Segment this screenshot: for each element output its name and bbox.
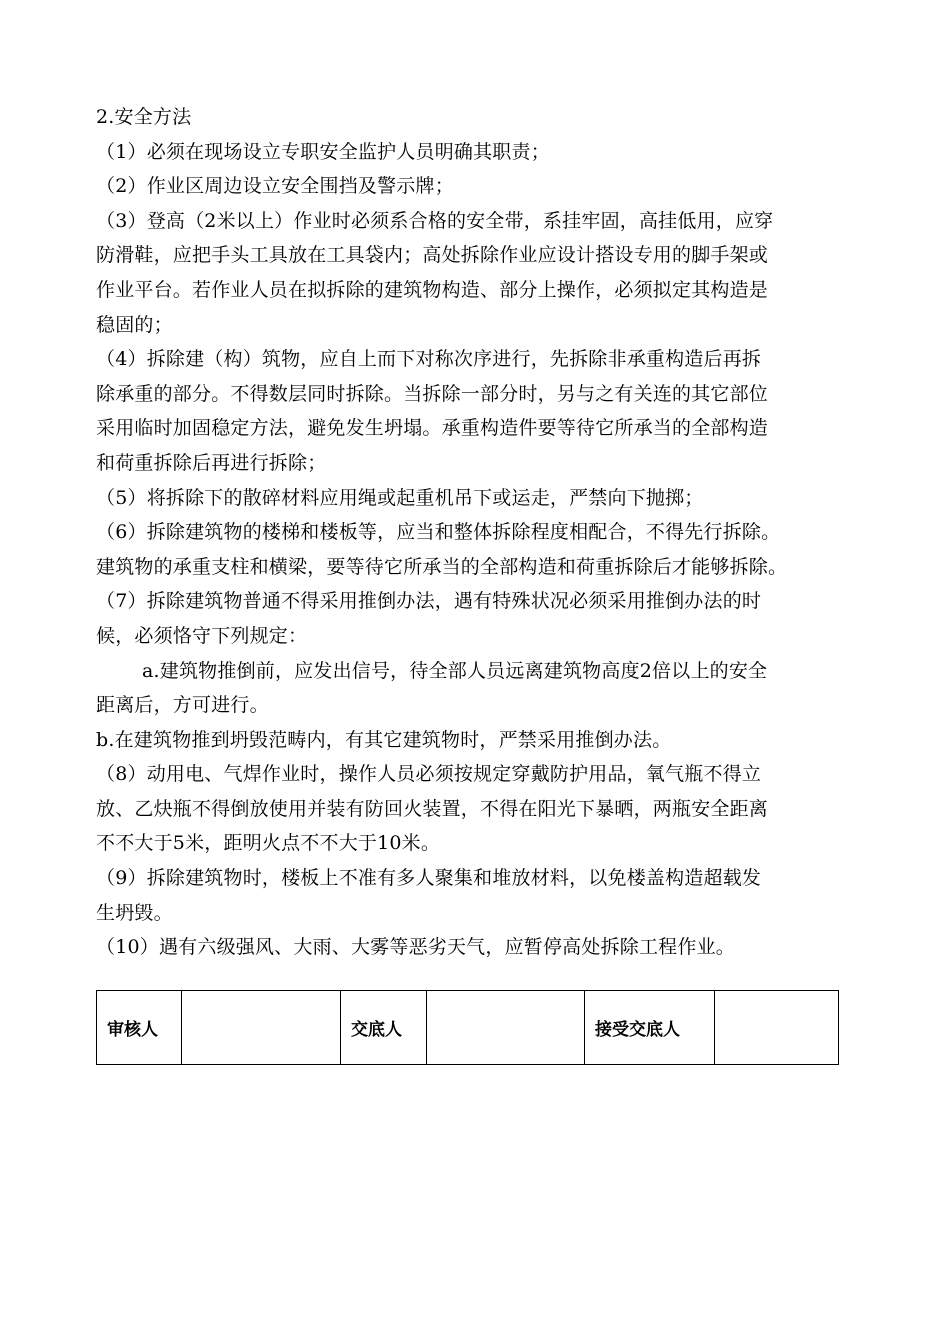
text-line: 不不大于5米，距明火点不不大于10米。: [96, 832, 441, 855]
receiver-label: 接受交底人: [585, 991, 715, 1065]
text-line: （1）必须在现场设立专职安全监护人员明确其职责；: [96, 140, 550, 163]
discloser-field[interactable]: [427, 991, 585, 1065]
document-body: [96, 100, 841, 965]
signature-table: [96, 990, 839, 1065]
text-line: 和荷重拆除后再进行拆除；: [96, 451, 327, 474]
text-line: 距离后，方可进行。: [96, 694, 269, 717]
text-line: 建筑物的承重支柱和横梁，要等待它所承当的全部构造和荷重拆除后才能够拆除。: [96, 555, 788, 578]
text-line: b.在建筑物推到坍毁范畴内，有其它建筑物时，严禁采用推倒办法。: [96, 728, 672, 751]
text-line: （8）动用电、气焊作业时，操作人员必须按规定穿戴防护用品，氧气瓶不得立: [96, 763, 762, 786]
reviewer-label: 审核人: [97, 991, 182, 1065]
text-line: （2）作业区周边设立安全围挡及警示牌；: [96, 175, 454, 198]
section-heading: 2.安全方法: [96, 106, 192, 128]
text-line: 稳固的；: [96, 313, 173, 336]
text-line: 除承重的部分。不得数层同时拆除。当拆除一部分时，另与之有关连的其它部位: [96, 382, 769, 405]
text-line: 防滑鞋，应把手头工具放在工具袋内；高处拆除作业应设计搭设专用的脚手架或: [96, 244, 769, 267]
text-line: （9）拆除建筑物时，楼板上不准有多人聚集和堆放材料，以免楼盖构造超载发: [96, 867, 762, 890]
text-line: 生坍毁。: [96, 901, 173, 924]
text-line: （7）拆除建筑物普通不得采用推倒办法，遇有特殊状况必须采用推倒办法的时: [96, 590, 762, 613]
text-line: 候，必须恪守下列规定：: [96, 624, 308, 647]
text-line: a.建筑物推倒前，应发出信号，待全部人员远离建筑物高度2倍以上的安全: [142, 659, 768, 682]
text-line: （6）拆除建筑物的楼梯和楼板等，应当和整体拆除程度相配合，不得先行拆除。: [96, 521, 781, 544]
text-line: （10）遇有六级强风、大雨、大雾等恶劣天气，应暂停高处拆除工程作业。: [96, 936, 735, 959]
text-line: 采用临时加固稳定方法，避免发生坍塌。承重构造件要等待它所承当的全部构造: [96, 417, 769, 440]
text-line: （5）将拆除下的散碎材料应用绳或起重机吊下或运走，严禁向下抛掷；: [96, 486, 704, 509]
reviewer-field[interactable]: [182, 991, 341, 1065]
discloser-label: 交底人: [341, 991, 427, 1065]
signature-row: [97, 991, 839, 1065]
text-line: 放、乙炔瓶不得倒放使用并装有防回火装置，不得在阳光下暴晒，两瓶安全距离: [96, 797, 769, 820]
text-line: （3）登高（2米以上）作业时必须系合格的安全带，系挂牢固，高挂低用，应穿: [96, 209, 774, 232]
text-line: 作业平台。若作业人员在拟拆除的建筑物构造、部分上操作，必须拟定其构造是: [96, 278, 769, 301]
text-line: （4）拆除建（构）筑物，应自上而下对称次序进行，先拆除非承重构造后再拆: [96, 348, 762, 371]
receiver-field[interactable]: [715, 991, 839, 1065]
